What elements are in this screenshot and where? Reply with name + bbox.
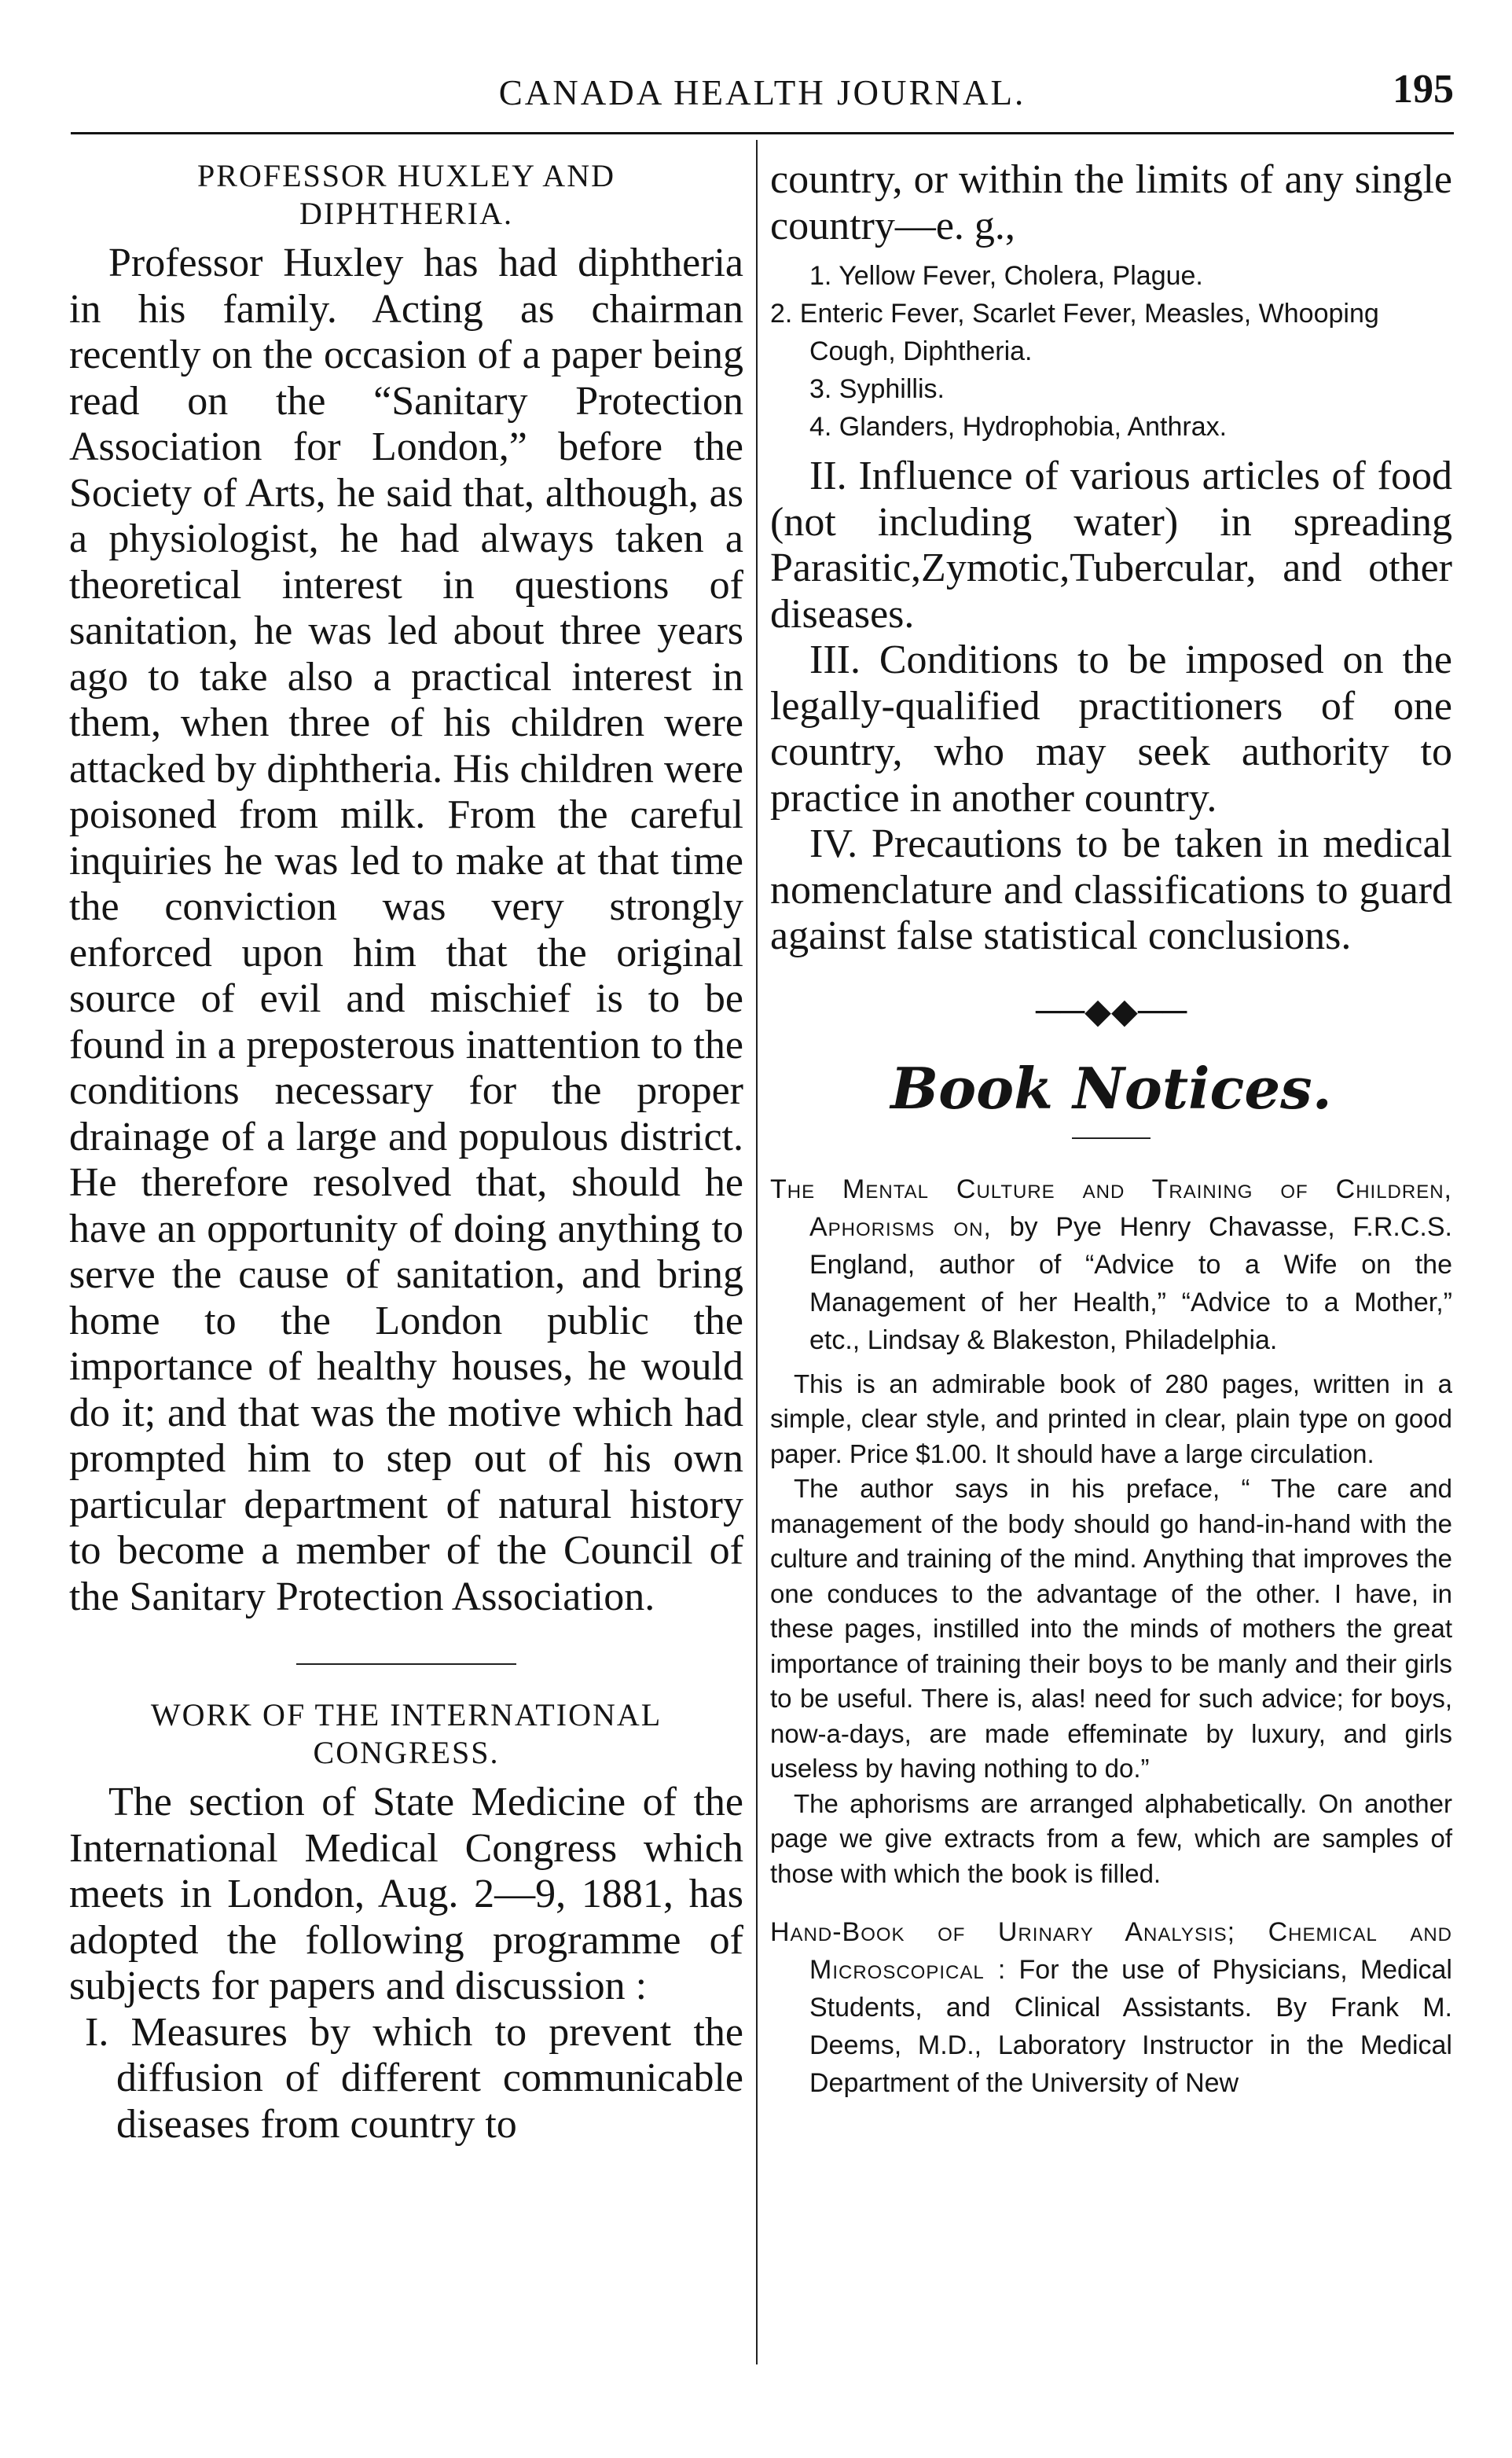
page-number: 195	[1393, 67, 1454, 112]
book-notice-1-para: The author says in his preface, “ The care and management of the body should go hand-in-hand with the culture and training of the mind. Anything that improves the one conduces to the advantage of the other. I have, in these pages, instilled into the minds of mothers the great importance of training their boys to be manly and their girls to be useful. There is, alas! need for such advice; for boys, now-a-days, are made effeminate by luxury, and girls useless by having nothing to do.”	[770, 1474, 1452, 1783]
article2-heading: WORK OF THE INTERNATIONAL CONGRESS.	[150, 1697, 662, 1770]
article1-heading: PROFESSOR HUXLEY AND DIPHTHERIA.	[197, 158, 615, 231]
disease-list-item: 2. Enteric Fever, Scarlet Fever, Measles, Whooping Cough, Diphtheria.	[770, 299, 1379, 366]
article-separator	[296, 1663, 516, 1665]
programme-item-2: II. Influence of various articles of food (not including water) in spreading Parasitic,Zymotic,Tubercular, and other diseases.	[770, 454, 1452, 637]
left-column	[69, 157, 743, 2148]
book-notices-title: Book Notices.	[890, 1054, 1332, 1122]
book-notice-1-byline: by Pye Henry Chavasse, F.R.C.S. England, author of “Advice to a Wife on the Management of her Health,” “Advice to a Mother,” etc., Lindsay & Blakeston, Philadelphia.	[809, 1211, 1453, 1355]
article1-body: Professor Huxley has had diphtheria in his family. Acting as chairman recently on the occasion of a paper being read on the “Sanitary Protection Association for London,” before the Society of Arts, he said that, although, as a physiologist, he had always taken a theoretical interest in questions of sanitation, he was led about three years ago to take also a practical interest in them, when three of his children were attacked by diphtheria. His children were poisoned from milk. From the careful inquiries he was led to make at that time the conviction was very strongly enforced upon him that the original source of evil and mischief is to be found in a preposterous inattention to the conditions necessary for the proper drainage of a large and populous district. He therefore resolved that, should he have an opportunity of doing anything to serve the cause of sanitation, and bring home to the London public the importance of healthy houses, he would do it; and that was the motive which had prompted him to step out of his own particular department of natural history to become a member of the Council of the Sanitary Protection Association.	[69, 241, 743, 1619]
column-divider	[756, 140, 758, 2364]
right-column	[770, 157, 1452, 2102]
programme-item-4: IV. Precautions to be taken in medical nomenclature and classifications to guard against false statistical conclusions.	[770, 821, 1452, 958]
book-notice-2-byline: For the use of Physicians, Medical Students, and Clinical Assistants. By Frank M. Deems, M.D., Laboratory Instructor in the Medical Department of the University of New	[809, 1955, 1452, 2098]
ornament-divider: ──◆◆──	[1035, 991, 1187, 1031]
article2-intro: The section of State Medicine of the International Medical Congress which meets in London, Aug. 2—9, 1881, has adopted the following programme of subjects for papers and discussion :	[69, 1780, 743, 2008]
title-rule	[1072, 1137, 1151, 1139]
disease-list	[770, 257, 1452, 446]
book-notice-1-para: This is an admirable book of 280 pages, written in a simple, clear style, and printed in clear, plain type on good paper. Price $1.00. It should have a large circulation.	[770, 1369, 1452, 1468]
continuation-text: country, or within the limits of any single country—e. g.,	[770, 157, 1452, 248]
header-rule	[71, 132, 1454, 134]
disease-list-item: 4. Glanders, Hydrophobia, Anthrax.	[809, 412, 1228, 442]
journal-title: CANADA HEALTH JOURNAL.	[498, 73, 1026, 112]
running-header	[71, 66, 1454, 121]
disease-list-item: 1. Yellow Fever, Cholera, Plague.	[809, 261, 1203, 291]
book-notice-1-heading	[770, 1170, 1452, 1359]
book-notice-1-para: The aphorisms are arranged alphabetically. On another page we give extracts from a few, which are samples of those with which the book is filled.	[770, 1788, 1452, 1888]
programme-item-3: III. Conditions to be imposed on the legally-qualified practitioners of one country, who may seek authority to practice in another country.	[770, 637, 1452, 821]
article2-item1: I. Measures by which to prevent the diffusion of different communicable diseases from country to	[85, 2009, 743, 2147]
book-notice-2-heading	[770, 1913, 1452, 2102]
book-notice-1-title: The Mental Culture and Training of Children, Aphorisms on,	[770, 1174, 1452, 1242]
disease-list-item: 3. Syphillis.	[809, 374, 945, 404]
book-notice-2-title: Hand-Book of Urinary Analysis; Chemical and Microscopical :	[770, 1917, 1452, 1985]
